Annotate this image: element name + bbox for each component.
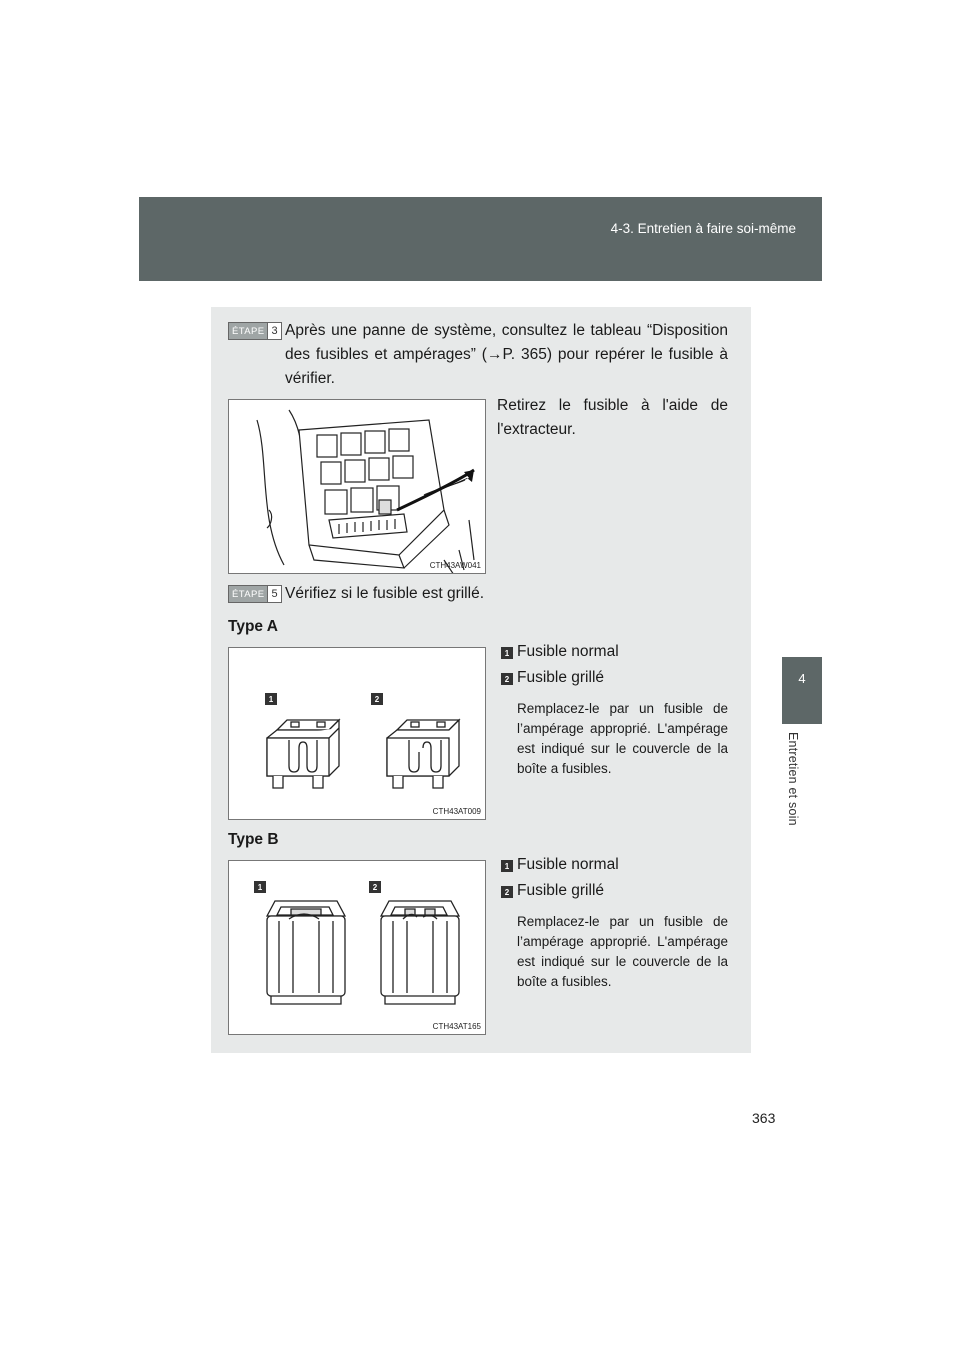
marker-1: 1 [265, 693, 277, 705]
header-bar [139, 197, 822, 281]
chapter-label: Entretien et soin [786, 732, 800, 826]
step-4-text: Retirez le fusible à l'aide de l'extracteur. [497, 397, 728, 438]
step-number: 5 [267, 586, 280, 602]
type-b-figure [228, 860, 486, 1035]
step-word: ÉTAPE [232, 325, 265, 337]
step-3-badge [228, 322, 282, 340]
marker-1: 1 [254, 881, 266, 893]
step-word: ÉTAPE [232, 588, 265, 600]
marker-2: 2 [369, 881, 381, 893]
section-title: 4-3. Entretien à faire soi-même [610, 221, 796, 236]
chapter-tab [782, 657, 822, 724]
figure-code: CTH43AT165 [432, 1022, 481, 1031]
figure-code: CTH43AT009 [432, 807, 481, 816]
type-a-note: Remplacez-le par un fusible de l’ampérage approprié. L'ampérage est indiqué sur le couvercle de la boîte a fusibles. [517, 701, 728, 776]
list-marker-2: 2 [501, 673, 513, 685]
type-a-fuse-illustration [229, 648, 486, 820]
fuse-box-figure [228, 399, 486, 574]
fuse-box-illustration [229, 400, 486, 574]
step-number: 3 [267, 323, 280, 339]
step-5-text: Vérifiez si le fusible est grillé. [285, 585, 484, 602]
content-panel [211, 307, 751, 1053]
step-5-badge [228, 585, 282, 603]
type-b-heading: Type B [228, 831, 279, 848]
list-marker-2: 2 [501, 886, 513, 898]
type-b-note: Remplacez-le par un fusible de l’ampérage approprié. L'ampérage est indiqué sur le couvercle de la boîte a fusibles. [517, 914, 728, 989]
type-b-fuse-illustration [229, 861, 486, 1035]
type-a-figure [228, 647, 486, 820]
type-a-item-2: Fusible grillé [517, 669, 605, 686]
type-b-item-2: Fusible grillé [517, 882, 605, 899]
marker-2: 2 [371, 693, 383, 705]
type-a-heading: Type A [228, 618, 278, 635]
page-number: 363 [752, 1110, 776, 1126]
chapter-number: 4 [798, 671, 806, 686]
type-a-item-1: Fusible normal [517, 643, 619, 660]
step-3-text: Après une panne de système, consultez le tableau “Disposition des fusibles et ampérages” (→P. 365) pour repérer le fusible à vérifier. [285, 322, 728, 387]
figure-code: CTH43AW041 [429, 561, 481, 570]
list-marker-1: 1 [501, 860, 513, 872]
list-marker-1: 1 [501, 647, 513, 659]
type-b-item-1: Fusible normal [517, 856, 619, 873]
